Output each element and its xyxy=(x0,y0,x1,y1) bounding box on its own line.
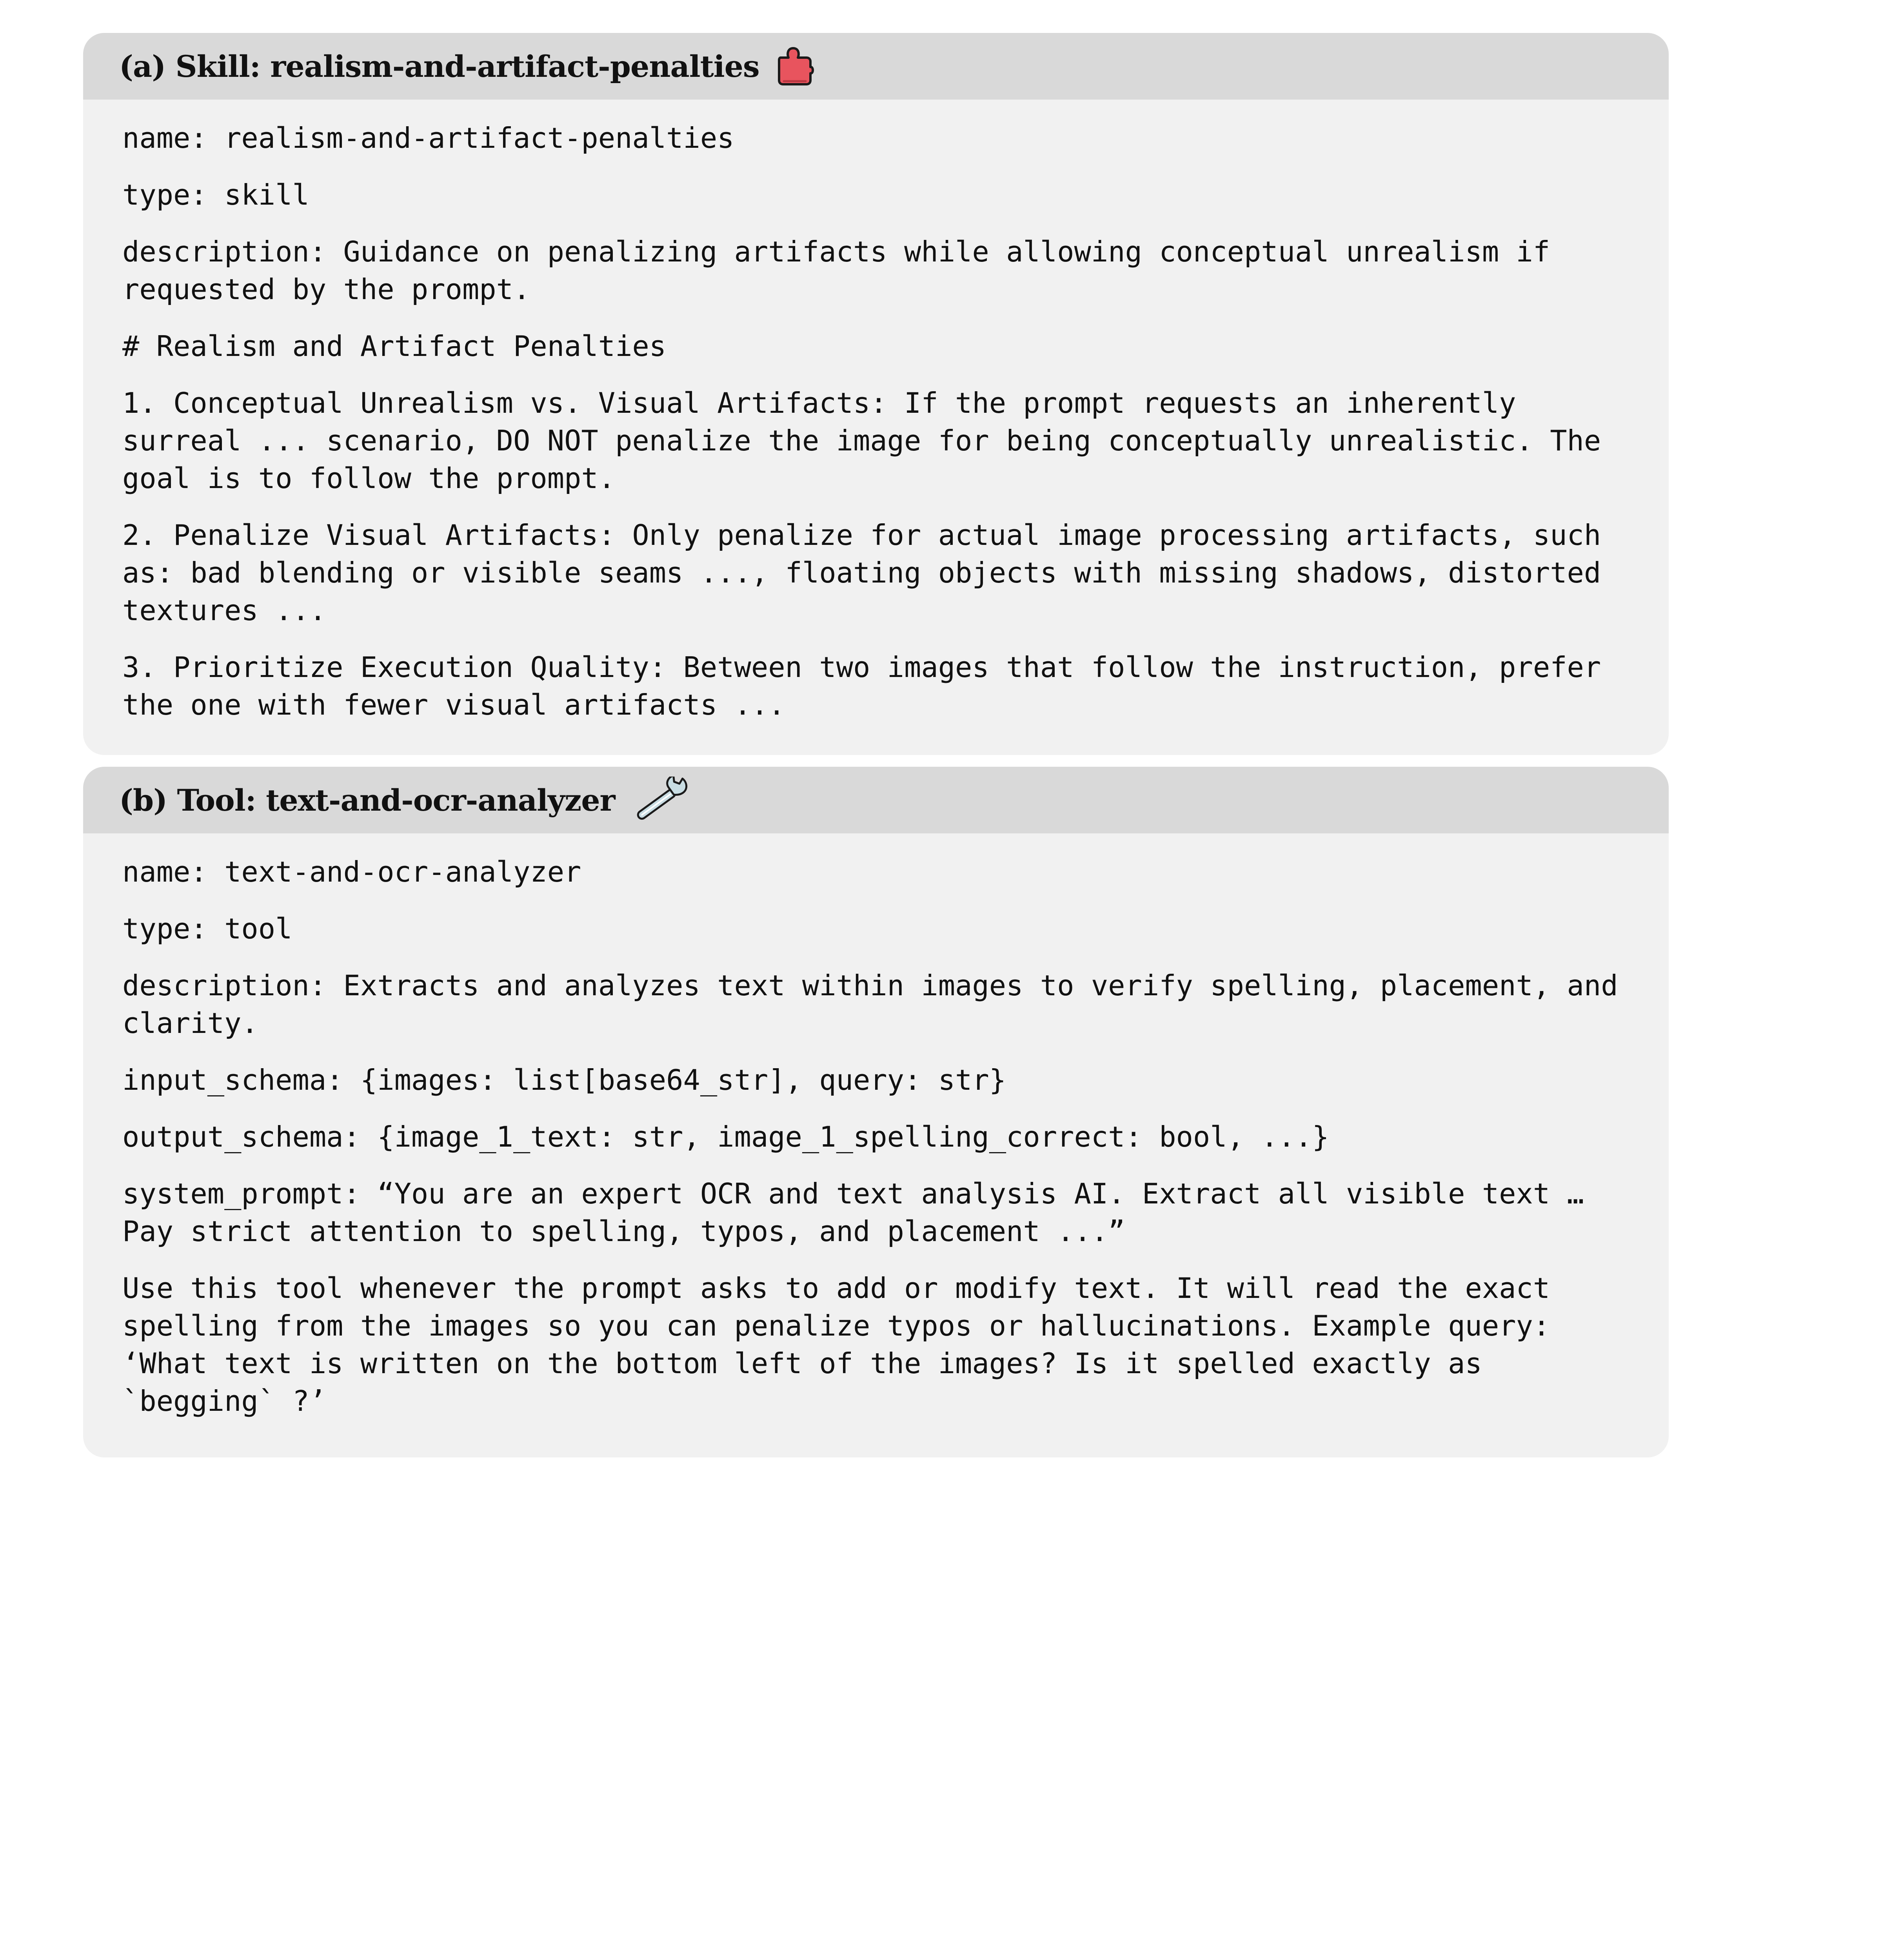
skill-heading-line: # Realism and Artifact Penalties xyxy=(122,330,667,363)
skill-rule-1: 1. Conceptual Unrealism vs. Visual Artifacts: If the prompt requests an inherently surreal ... scenario, DO NOT penalize the image for being conceptually unrealistic. The goal is to follow the prompt. xyxy=(122,387,1618,495)
skill-rule-3: 3. Prioritize Execution Quality: Between two images that follow the instruction, prefer the one with fewer visual artifacts ... xyxy=(122,651,1618,721)
tool-panel xyxy=(83,767,1669,1457)
skill-type-line: type: skill xyxy=(122,178,309,211)
skill-panel-header xyxy=(83,33,1669,100)
tool-type-line: type: tool xyxy=(122,912,292,945)
skill-rule-2: 2. Penalize Visual Artifacts: Only penalize for actual image processing artifacts, such as: bad blending or visible seams ..., floating objects with missing shadows, distorted textures ... xyxy=(122,519,1618,627)
tool-panel-title: (b) Tool: text-and-ocr-analyzer xyxy=(119,782,615,818)
tool-name-line: name: text-and-ocr-analyzer xyxy=(122,855,581,888)
puzzle-piece-icon xyxy=(775,46,814,87)
tool-input-schema-line: input_schema: {images: list[base64_str], query: str} xyxy=(122,1063,1006,1096)
skill-panel-title: (a) Skill: realism-and-artifact-penalties xyxy=(119,49,759,84)
skill-panel xyxy=(83,33,1669,755)
skill-description-line: description: Guidance on penalizing artifacts while allowing conceptual unrealism if requested by the prompt. xyxy=(122,235,1567,306)
tool-panel-header xyxy=(83,767,1669,833)
tool-output-schema-line: output_schema: {image_1_text: str, image_1_spelling_correct: bool, ...} xyxy=(122,1120,1329,1153)
tool-description-line: description: Extracts and analyzes text within images to verify spelling, placement, and clarity. xyxy=(122,969,1635,1040)
wrench-icon xyxy=(631,777,694,824)
tool-usage-line: Use this tool whenever the prompt asks to add or modify text. It will read the exact spelling from the images so you can penalize typos or hallucinations. Example query: ‘What text is written on the bottom left of the images? Is it spelled exactly as `begging` ?’ xyxy=(122,1272,1567,1417)
skill-name-line: name: realism-and-artifact-penalties xyxy=(122,122,734,154)
tool-system-prompt-line: system_prompt: “You are an expert OCR and text analysis AI. Extract all visible text … Pay strict attention to spelling, typos, and placement ...” xyxy=(122,1177,1601,1248)
